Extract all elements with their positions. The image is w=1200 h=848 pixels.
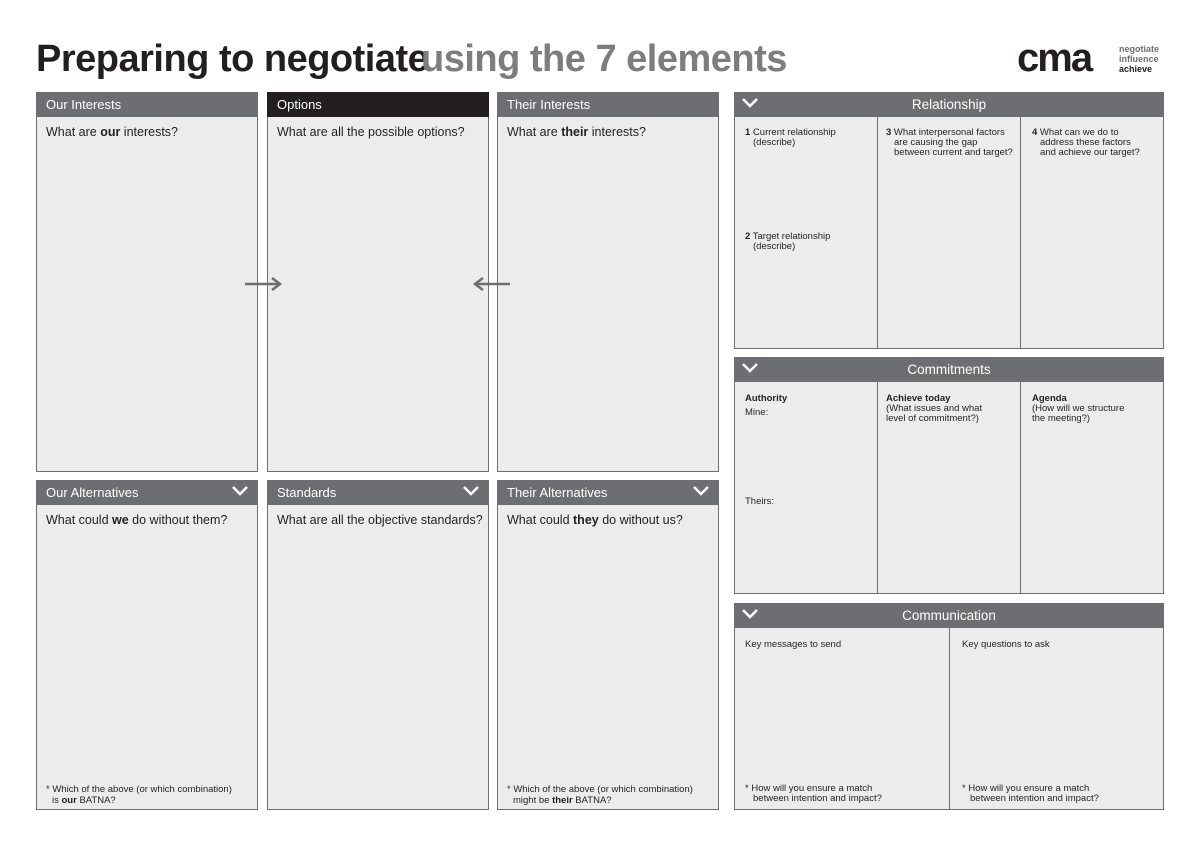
address-factors-prompt: 4 What can we do to address these factors and achieve our target?	[1032, 127, 1140, 158]
their-alternatives-panel	[497, 480, 719, 810]
logo-word: influence	[1119, 54, 1159, 64]
our-interests-question: What are our interests?	[46, 125, 178, 139]
their-interests-header: Their Interests	[497, 92, 719, 117]
options-header: Options	[267, 92, 489, 117]
target-relationship-prompt: 2 Target relationship (describe)	[745, 231, 831, 252]
logo-word: negotiate	[1119, 44, 1160, 54]
our-interests-header: Our Interests	[36, 92, 258, 117]
cma-logo	[1017, 36, 1167, 80]
achieve-today-prompt: Achieve today (What issues and what level of commitment?)	[886, 393, 983, 424]
commitments-header: Commitments	[734, 357, 1164, 382]
chevron-down-icon[interactable]	[463, 486, 479, 496]
theirs-label: Theirs:	[745, 496, 775, 507]
interpersonal-factors-prompt: 3 What interpersonal factors are causing the gap between current and target?	[886, 127, 1013, 158]
standards-panel	[267, 480, 489, 810]
relationship-panel	[734, 92, 1164, 349]
chevron-down-icon[interactable]	[742, 98, 758, 108]
arrow-left-icon	[471, 276, 511, 292]
relationship-header: Relationship	[734, 92, 1164, 117]
arrow-right-icon	[244, 276, 284, 292]
authority-label: Authority	[745, 393, 788, 404]
their-alternatives-question: What could they do without us?	[507, 513, 683, 527]
their-batna-note: * Which of the above (or which combination) might be their BATNA?	[507, 784, 693, 806]
chevron-down-icon[interactable]	[742, 609, 758, 619]
our-alternatives-header: Our Alternatives	[36, 480, 258, 505]
our-interests-panel	[36, 92, 258, 472]
page-subtitle: using the 7 elements	[421, 38, 787, 80]
page-title: Preparing to negotiate	[36, 38, 429, 80]
current-relationship-prompt: 1 Current relationship (describe)	[745, 127, 836, 148]
agenda-prompt: Agenda (How will we structure the meeting?)	[1032, 393, 1125, 424]
column-divider	[949, 628, 950, 809]
messages-impact-note: * How will you ensure a match between intention and impact?	[745, 783, 882, 804]
key-messages-prompt: Key messages to send	[745, 639, 842, 650]
standards-question: What are all the objective standards?	[277, 513, 483, 527]
column-divider	[877, 117, 878, 348]
their-interests-question: What are their interests?	[507, 125, 646, 139]
communication-panel	[734, 603, 1164, 810]
our-alternatives-question: What could we do without them?	[46, 513, 228, 527]
their-interests-panel	[497, 92, 719, 472]
options-panel	[267, 92, 489, 472]
column-divider	[1020, 117, 1021, 348]
logo-word: achieve	[1119, 64, 1153, 74]
column-divider	[1020, 382, 1021, 593]
our-alternatives-panel	[36, 480, 258, 810]
communication-header: Communication	[734, 603, 1164, 628]
options-question: What are all the possible options?	[277, 125, 465, 139]
commitments-panel	[734, 357, 1164, 594]
logo-mark: cma	[1017, 36, 1092, 80]
key-questions-prompt: Key questions to ask	[962, 639, 1050, 650]
chevron-down-icon[interactable]	[693, 486, 709, 496]
standards-header: Standards	[267, 480, 489, 505]
mine-label: Mine:	[745, 407, 769, 418]
our-batna-note: * Which of the above (or which combination) is our BATNA?	[46, 784, 232, 806]
column-divider	[877, 382, 878, 593]
their-alternatives-header: Their Alternatives	[497, 480, 719, 505]
logo-tagline	[1119, 44, 1159, 74]
chevron-down-icon[interactable]	[742, 363, 758, 373]
chevron-down-icon[interactable]	[232, 486, 248, 496]
questions-impact-note: * How will you ensure a match between intention and impact?	[962, 783, 1099, 804]
